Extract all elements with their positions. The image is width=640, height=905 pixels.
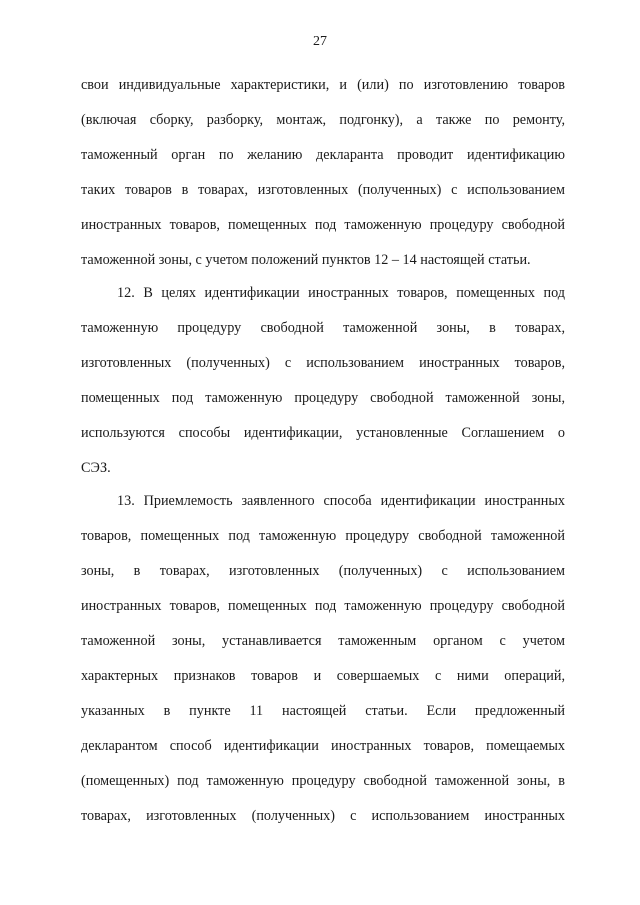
- text-line: (помещенных) под таможенную процедуру свободной таможенной зоны, в: [81, 773, 565, 789]
- text-line: СЭЗ.: [81, 460, 111, 476]
- text-line: таможенный орган по желанию декларанта проводит идентификацию: [81, 147, 565, 163]
- text-line: характерных признаков товаров и совершаемых с ними операций,: [81, 668, 565, 684]
- text-line: товаров, помещенных под таможенную процедуру свободной таможенной: [81, 528, 565, 544]
- text-line: изготовленных (полученных) с использованием иностранных товаров,: [81, 355, 565, 371]
- paragraph-13: [81, 484, 565, 834]
- paragraph-continuation: [81, 68, 565, 278]
- text-line: таких товаров в товарах, изготовленных (полученных) с использованием: [81, 182, 565, 198]
- text-line: таможенную процедуру свободной таможенной зоны, в товарах,: [81, 320, 565, 336]
- paragraph-12: [81, 276, 565, 486]
- text-line: таможенной зоны, устанавливается таможенным органом с учетом: [81, 633, 565, 649]
- text-line: таможенной зоны, с учетом положений пунктов 12 – 14 настоящей статьи.: [81, 252, 531, 268]
- text-line: указанных в пункте 11 настоящей статьи. Если предложенный: [81, 703, 565, 719]
- text-line: иностранных товаров, помещенных под таможенную процедуру свободной: [81, 598, 565, 614]
- text-line: используются способы идентификации, установленные Соглашением о: [81, 425, 565, 441]
- text-line: 13. Приемлемость заявленного способа идентификации иностранных: [117, 493, 565, 509]
- text-line: 12. В целях идентификации иностранных товаров, помещенных под: [117, 285, 565, 301]
- text-line: зоны, в товарах, изготовленных (полученных) с использованием: [81, 563, 565, 579]
- text-line: помещенных под таможенную процедуру свободной таможенной зоны,: [81, 390, 565, 406]
- page-number: 27: [313, 34, 327, 49]
- text-line: (включая сборку, разборку, монтаж, подгонку), а также по ремонту,: [81, 112, 565, 128]
- text-line: иностранных товаров, помещенных под таможенную процедуру свободной: [81, 217, 565, 233]
- text-line: декларантом способ идентификации иностранных товаров, помещаемых: [81, 738, 565, 754]
- text-line: свои индивидуальные характеристики, и (или) по изготовлению товаров: [81, 77, 565, 93]
- text-line: товарах, изготовленных (полученных) с использованием иностранных: [81, 808, 565, 824]
